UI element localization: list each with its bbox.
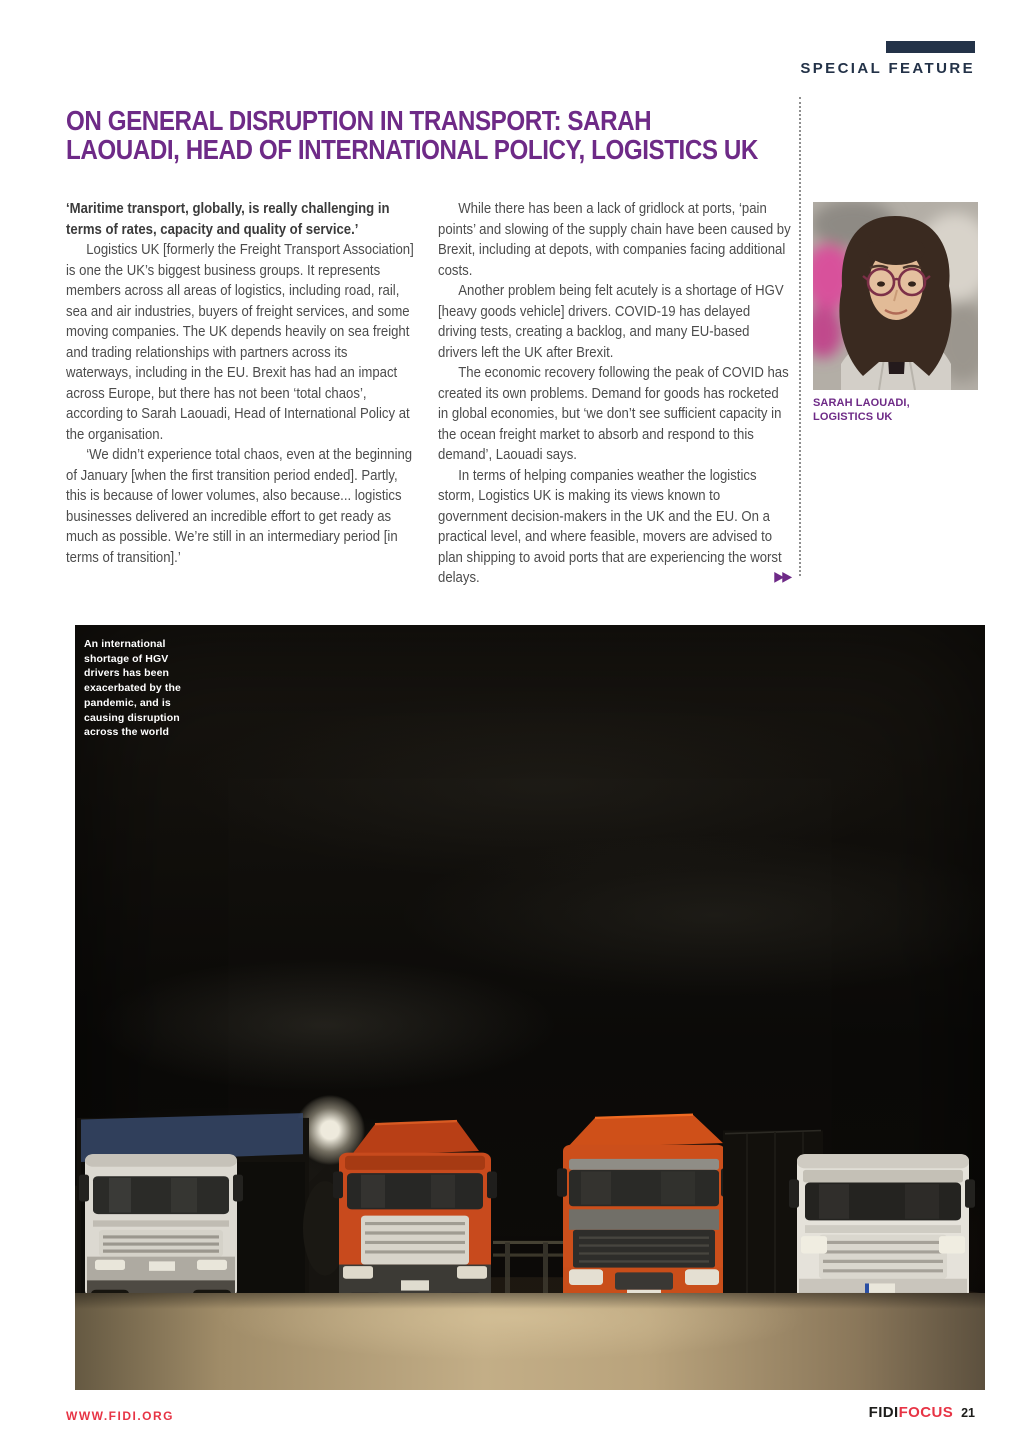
hero-photo: [75, 625, 985, 1390]
brand-focus: FOCUS: [898, 1404, 954, 1421]
body-paragraph: While there has been a lack of gridlock at ports, ‘pain points’ and slowing of the supply chain have been caused by Brexit, including at depots, with companies facing additional costs.: [438, 201, 791, 279]
hero-caption-line: causing disruption: [84, 711, 180, 724]
section-accent-bar: [886, 41, 975, 53]
portrait-caption: [813, 397, 910, 424]
body-paragraph: The economic recovery following the peak of COVID has created its own problems. Demand for goods has rocketed in global economies, but ‘we don’t see sufficient capacity in the ocean freight market to absorb and respond to this demand’, Laouadi says.: [438, 365, 789, 463]
hero-caption-line: across the world: [84, 726, 170, 739]
hero-caption-line: exacerbated by the: [84, 682, 181, 695]
trucks-illustration: [75, 1110, 985, 1315]
body-paragraph: ‘We didn’t experience total chaos, even at the beginning of January [when the first transition period ended]. Partly, this is because of lower volumes, also because... logistics businesses delivered an incredible effort to get ready as much as possible. We’re still in an intermediary period [in terms of transition].’: [66, 447, 413, 566]
brand-fidi: FIDI: [868, 1404, 899, 1421]
article-right-column: [438, 199, 792, 589]
hero-caption-line: drivers has been: [84, 667, 170, 680]
dotted-column-divider: [799, 97, 801, 576]
page-title-line-1: ON GENERAL DISRUPTION IN TRANSPORT: SARAH: [66, 105, 652, 136]
truck-white-left: [77, 1113, 309, 1310]
truck-orange-volvo: [557, 1115, 731, 1314]
continued-arrows-icon: ▶▶: [774, 569, 791, 585]
hero-caption-line: An international: [84, 638, 166, 650]
parking-lot-ground: [75, 1293, 985, 1390]
section-label: SPECIAL FEATURE: [800, 60, 975, 77]
truck-orange-red: [333, 1121, 497, 1312]
body-paragraph: In terms of helping companies weather the logistics storm, Logistics UK is making its views known to government decision-makers in the UK and the EU. On a practical level, and where feasible, movers are advised to plan shipping to avoid ports that are experiencing the worst delays.: [438, 467, 782, 586]
hero-caption: [84, 637, 181, 740]
portrait-caption-line-1: SARAH LAOUADI,: [813, 397, 910, 409]
page-number: 21: [961, 1406, 975, 1420]
portrait-illustration: [813, 202, 978, 390]
magazine-brand: [869, 1404, 975, 1421]
article-left-column: [66, 199, 414, 568]
body-paragraph: Logistics UK [formerly the Freight Transport Association] is one the UK’s biggest business groups. It represents members across all areas of logistics, including road, rail, sea and air industries, buyers of freight services, and some moving companies. The UK depends heavily on sea freight and trading relationships with partners across its waterways, including in the EU. Brexit has had an impact across Europe, but there has not been ‘total chaos’, according to Sarah Laouadi, Head of International Policy at the organisation.: [66, 242, 414, 443]
portrait-photo: [813, 202, 978, 390]
body-paragraph: Another problem being felt acutely is a shortage of HGV [heavy goods vehicle] drivers. COVID-19 has delayed driving tests, creating a backlog, and many EU-based drivers left the UK after Brexit.: [438, 283, 784, 361]
lead-paragraph: ‘Maritime transport, globally, is really challenging in terms of rates, capacity and quality of service.’: [66, 201, 390, 238]
page-title: [66, 106, 758, 164]
portrait-caption-line-2: LOGISTICS UK: [813, 410, 893, 423]
website-link[interactable]: WWW.FIDI.ORG: [66, 1409, 174, 1423]
hero-caption-line: shortage of HGV: [84, 652, 169, 665]
hero-caption-line: pandemic, and is: [84, 696, 171, 709]
truck-white-right: [789, 1154, 975, 1315]
page-title-line-2: LAOUADI, HEAD OF INTERNATIONAL POLICY, LOGISTICS UK: [66, 134, 758, 165]
